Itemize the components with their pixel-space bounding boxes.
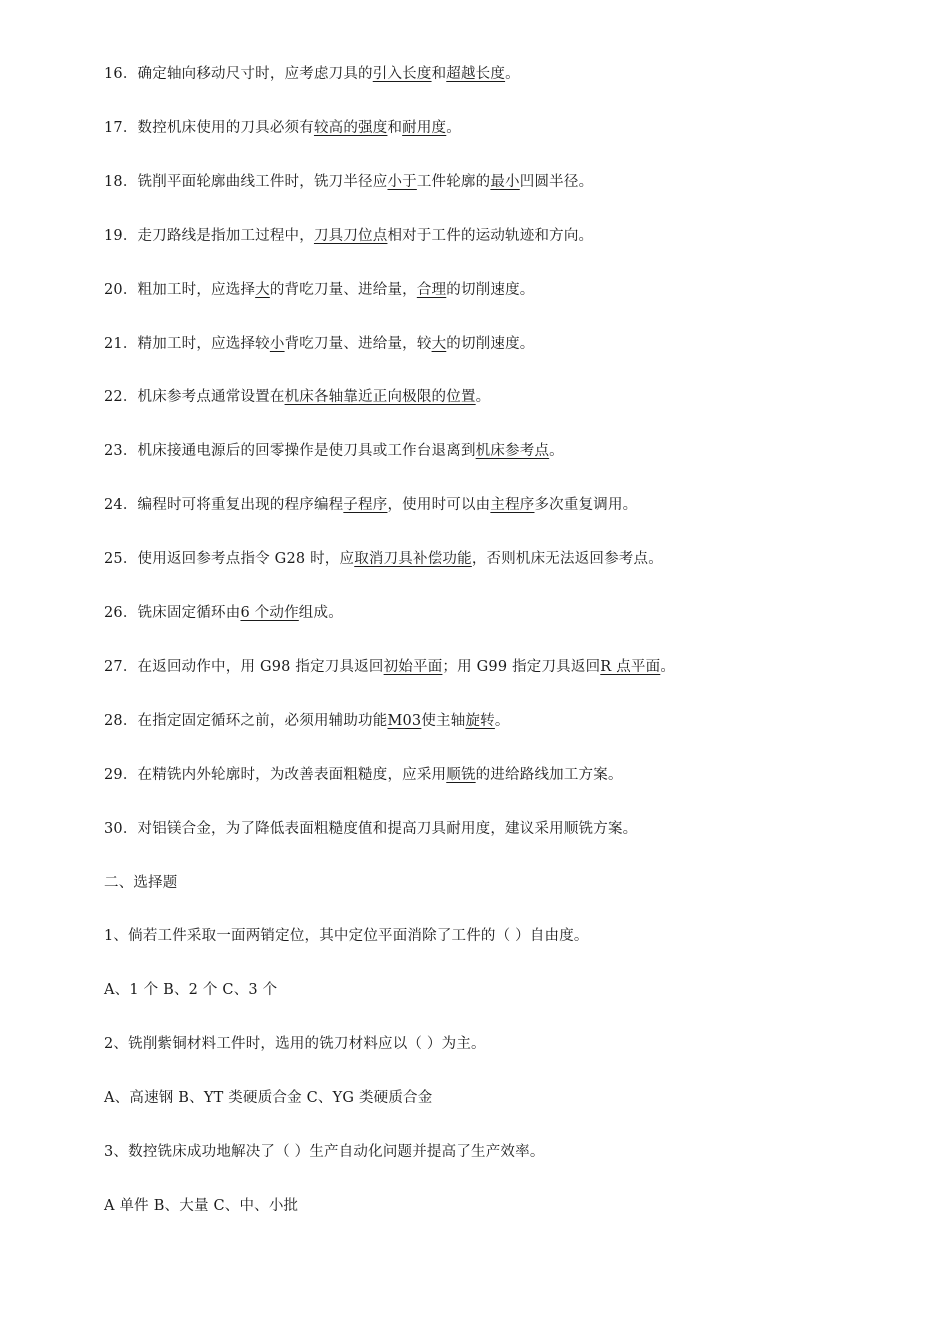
text-line (104, 819, 637, 839)
answer-underlined: R 点平面 (600, 658, 661, 675)
text-segment: 25．使用返回参考点指令 G28 时，应 (104, 551, 355, 568)
text-segment: 的背吃刀量、进给量， (269, 281, 417, 298)
answer-underlined: 大 (431, 335, 447, 352)
text-line (104, 172, 593, 192)
text-segment: 23．机床接通电源后的回零操作是使刀具或工作台退离到 (104, 443, 476, 460)
text-segment: 使主轴 (421, 712, 466, 729)
text-segment: 。 (494, 712, 510, 729)
answer-underlined: 合理 (416, 281, 447, 298)
text-segment: 和 (431, 66, 447, 82)
answer-underlined: 小 (269, 335, 285, 352)
text-line (104, 657, 675, 677)
answer-underlined: 大 (255, 281, 270, 298)
text-line (104, 64, 520, 84)
text-segment: 24．编程时可将重复出现的程序编程 (104, 497, 344, 514)
answer-underlined: 主程序 (490, 497, 535, 514)
text-segment: 工件轮廓的 (416, 173, 491, 190)
answer-underlined: 最小 (490, 173, 520, 190)
text-segment: 的切削速度。 (446, 281, 535, 298)
answer-underlined: 旋转 (465, 712, 495, 729)
answer-underlined: 引入长度 (372, 66, 432, 82)
text-segment: A 单件 B、大量 C、中、小批 (104, 1197, 299, 1214)
text-segment: 。 (505, 66, 520, 82)
text-segment: 28．在指定固定循环之前，必须用辅助功能 (104, 712, 388, 729)
answer-underlined: 较高的强度 (313, 119, 388, 136)
text-segment: 20．粗加工时，应选择 (104, 281, 256, 298)
text-line (104, 926, 589, 946)
text-line (104, 711, 510, 731)
text-segment: 相对于工件的运动轨迹和方向。 (387, 227, 594, 244)
text-segment: ；用 G99 指定刀具返回 (442, 658, 601, 675)
text-segment: 。 (475, 389, 491, 406)
answer-underlined: 子程序 (343, 497, 388, 514)
text-segment: 2、铣削紫铜材料工件时，选用的铣刀材料应以（ ）为主。 (104, 1036, 486, 1053)
text-line (104, 1196, 298, 1216)
text-line (104, 603, 343, 623)
text-segment: 21．精加工时，应选择较 (104, 335, 270, 352)
answer-underlined: 机床参考点 (475, 443, 550, 460)
answer-underlined: 取消刀具补偿功能 (354, 551, 472, 568)
text-line (104, 549, 663, 569)
text-line (104, 334, 534, 354)
text-segment: 30．对铝镁合金，为了降低表面粗糙度值和提高刀具耐用度，建议采用顺铣方案。 (104, 820, 638, 837)
answer-underlined: 机床各轴靠近正向极限的位置 (284, 389, 476, 406)
text-segment: 的进给路线加工方案。 (475, 766, 623, 783)
answer-underlined: 耐用度 (402, 119, 447, 136)
text-segment: 17．数控机床使用的刀具必须有 (104, 119, 314, 136)
text-line (104, 441, 564, 461)
text-line (104, 280, 534, 300)
text-segment: 和 (387, 119, 403, 136)
text-segment: 。 (660, 658, 676, 675)
answer-underlined: 小于 (387, 173, 417, 190)
text-segment: 3、数控铣床成功地解决了（ ）生产自动化问题并提高了生产效率。 (104, 1144, 545, 1160)
text-segment: 组成。 (298, 605, 343, 621)
text-line (104, 1034, 486, 1054)
answer-underlined: 刀具刀位点 (313, 227, 388, 244)
text-segment: A、高速钢 B、YT 类硬质合金 C、YG 类硬质合金 (104, 1090, 433, 1107)
text-segment: ，否则机床无法返回参考点。 (471, 551, 663, 568)
text-segment: 26．铣床固定循环由 (104, 605, 241, 621)
text-line (104, 387, 490, 407)
text-segment: A、1 个 B、2 个 C、3 个 (104, 982, 278, 999)
text-line (104, 980, 277, 1000)
text-line (104, 1088, 432, 1108)
text-segment: 。 (549, 443, 564, 460)
text-line (104, 495, 637, 515)
text-segment: 凹圆半径。 (519, 173, 594, 190)
text-line (104, 226, 593, 246)
text-segment: 19．走刀路线是指加工过程中， (104, 227, 314, 244)
text-segment: 二、选择题 (104, 874, 178, 891)
text-segment: 背吃刀量、进给量，较 (284, 335, 432, 352)
text-line (104, 118, 461, 138)
text-segment: 1、倘若工件采取一面两销定位，其中定位平面消除了工件的（ ）自由度。 (104, 928, 589, 945)
text-segment: 27．在返回动作中，用 G98 指定刀具返回 (104, 658, 384, 675)
answer-underlined: 超越长度 (446, 66, 506, 82)
answer-underlined: 6 个动作 (240, 605, 299, 621)
answer-underlined: 初始平面 (383, 658, 443, 675)
text-segment: 29．在精铣内外轮廓时，为改善表面粗糙度，应采用 (104, 766, 447, 783)
text-segment: 22．机床参考点通常设置在 (104, 389, 285, 406)
text-line (104, 873, 178, 893)
text-segment: 的切削速度。 (446, 335, 535, 352)
text-segment: ，使用时可以由 (387, 497, 491, 514)
text-segment: 18．铣削平面轮廓曲线工件时，铣刀半径应 (104, 173, 388, 190)
text-segment: 多次重复调用。 (534, 497, 638, 514)
text-segment: 16．确定轴向移动尺寸时，应考虑刀具的 (104, 66, 373, 82)
text-line (104, 765, 623, 785)
answer-underlined: M03 (387, 712, 422, 729)
answer-underlined: 顺铣 (446, 766, 476, 783)
text-line (104, 1142, 545, 1162)
text-segment: 。 (446, 119, 461, 136)
